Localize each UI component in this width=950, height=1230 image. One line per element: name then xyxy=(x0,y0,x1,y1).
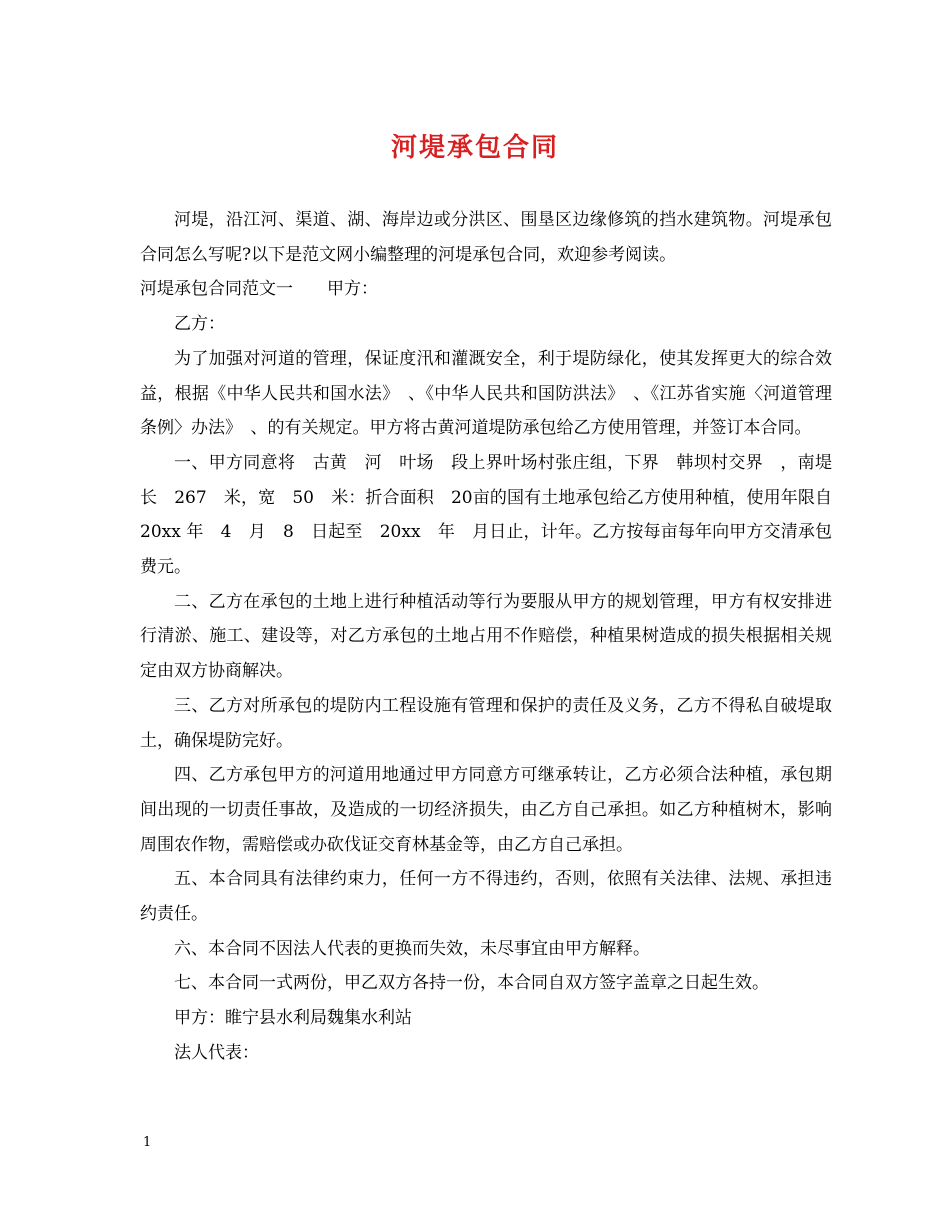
page-number: 1 xyxy=(143,1135,152,1150)
sample-heading: 河堤承包合同范文一 甲方： xyxy=(140,279,378,300)
legal-representative: 法人代表： xyxy=(174,1042,259,1063)
party-a-signature: 甲方：睢宁县水利局魏集水利站 xyxy=(174,1008,412,1029)
intro-paragraph: 河堤，沿江河、渠道、湖、海岸边或分洪区、围垦区边缘修筑的挡水建筑物。河堤承包合同怎么写呢?以下是范文网小编整理的河堤承包合同，欢迎参考阅读。 xyxy=(140,210,832,265)
clause-6: 六、本合同不因法人代表的更换而失效，未尽事宜由甲方解释。 xyxy=(174,938,650,959)
document-body xyxy=(140,203,849,1071)
clause-4: 四、乙方承包甲方的河道用地通过甲方同意方可继承转让，乙方必须合法种植，承包期间出现的一切责任事故，及造成的一切经济损失，由乙方自己承担。如乙方种植树木，影响周围农作物，需赔偿或办砍伐证交育林基金等，由乙方自己承担。 xyxy=(140,765,832,855)
clause-7: 七、本合同一式两份，甲乙双方各持一份，本合同自双方签字盖章之日起生效。 xyxy=(174,973,769,994)
document-title: 河堤承包合同 xyxy=(390,133,559,163)
clause-1: 一、甲方同意将 古黄 河 叶场 段上界叶场村张庄组，下界 韩坝村交界 ，南堤长 267 米，宽 50 米：折合面积 20亩的国有土地承包给乙方使用种植，使用年限自 20xx 年 4 月 8 日起至 20xx 年 月日止，计年。乙方按每亩每年向甲方交清承包费元。 xyxy=(140,452,849,578)
preamble-paragraph: 为了加强对河道的管理，保证度汛和灌溉安全，利于堤防绿化，使其发挥更大的综合效益，根据《中华人民共和国水法》 、《中华人民共和国防洪法》 、《江苏省实施〈河道管理条例〉办法》 、的有关规定。甲方将古黄河道堤防承包给乙方使用管理，并签订本合同。 xyxy=(140,348,832,439)
clause-5: 五、本合同具有法律约束力，任何一方不得违约，否则，依照有关法律、法规、承担违约责任。 xyxy=(140,869,832,925)
clause-2: 二、乙方在承包的土地上进行种植活动等行为要服从甲方的规划管理，甲方有权安排进行清淤、施工、建设等，对乙方承包的土地占用不作赔偿，种植果树造成的损失根据相关规定由双方协商解决。 xyxy=(140,591,832,682)
party-b-line: 乙方： xyxy=(174,314,225,335)
clause-3: 三、乙方对所承包的堤防内工程设施有管理和保护的责任及义务，乙方不得私自破堤取土，确保堤防完好。 xyxy=(140,695,832,751)
